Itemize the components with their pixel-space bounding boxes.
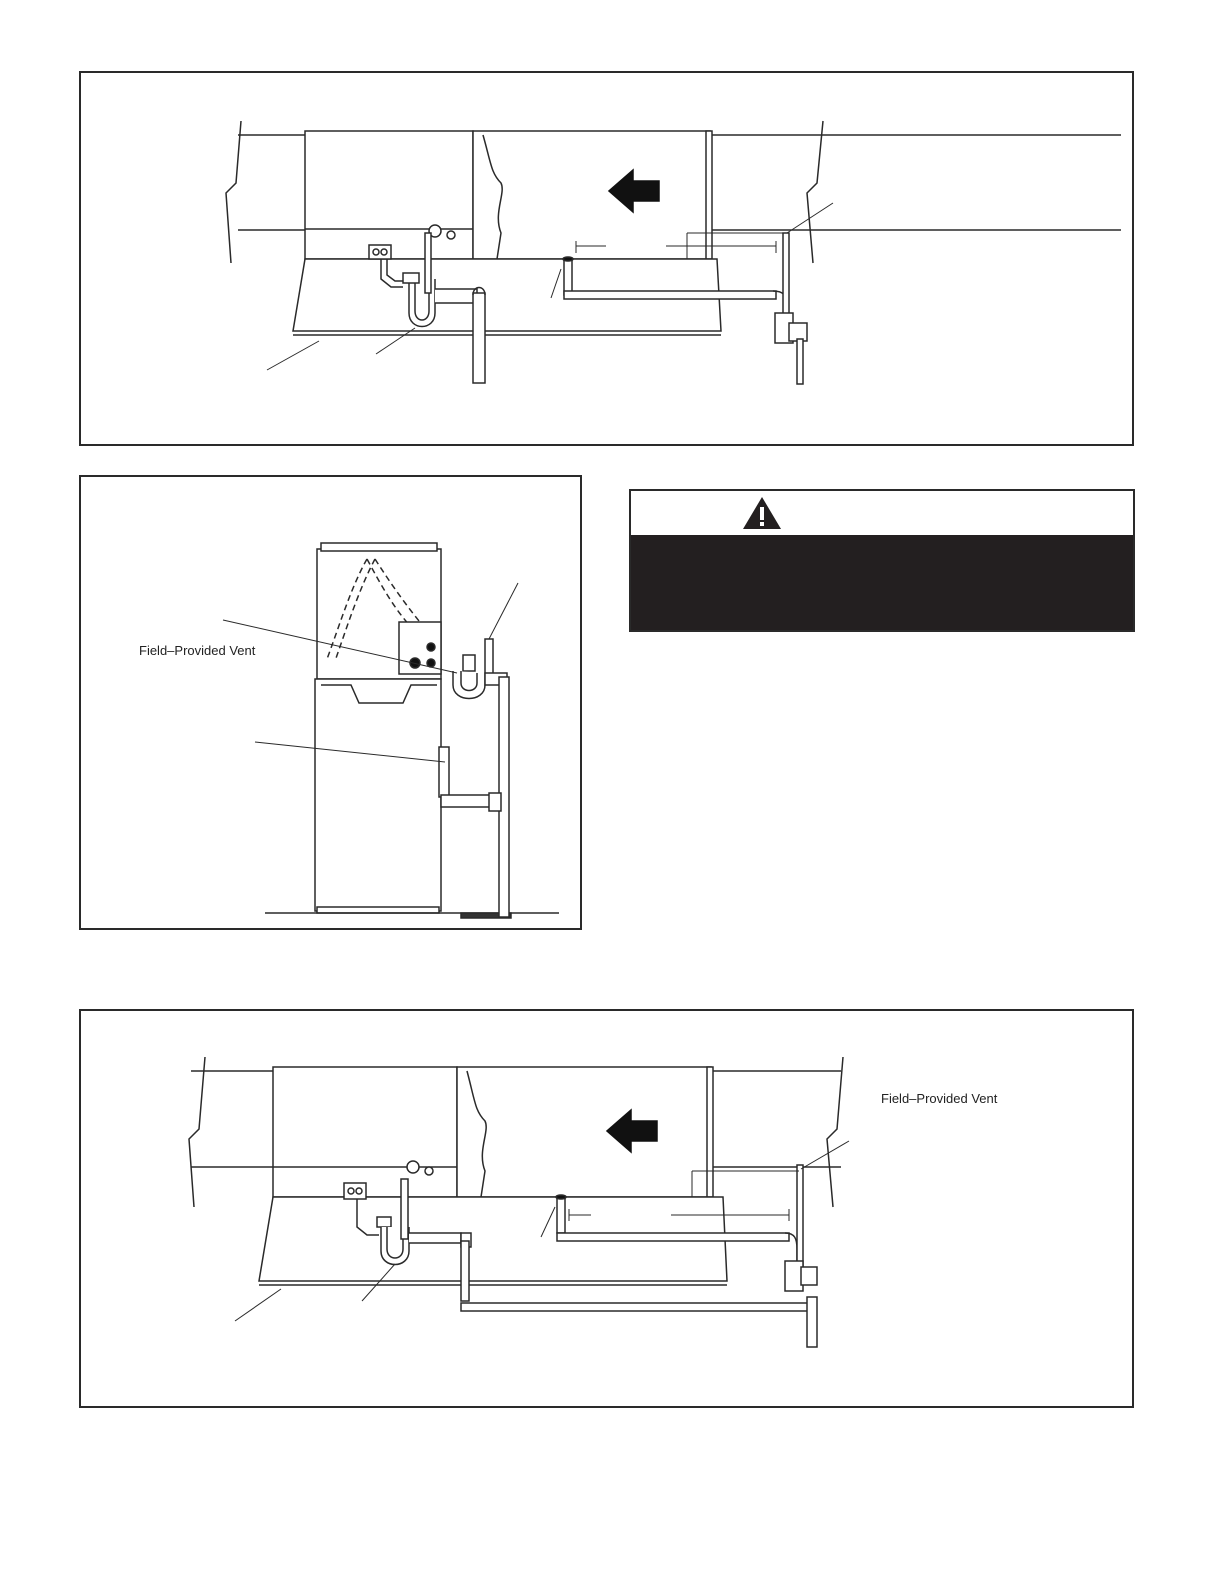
secondary-drain-down [797, 339, 803, 384]
right-break-symbol [807, 121, 823, 263]
leader-trap [376, 328, 415, 354]
warning-header [631, 491, 1133, 535]
warning-body [631, 535, 1133, 630]
primary-drain-line [461, 1241, 469, 1301]
furnace-main-section [473, 131, 710, 259]
figure-1-horizontal-drain [79, 71, 1134, 446]
field-vent-tube [797, 1165, 803, 1275]
drain-line-down [473, 293, 485, 383]
furnace-cabinet [315, 679, 441, 911]
left-break-symbol [226, 121, 241, 263]
horizontal-drain-line [461, 1303, 811, 1311]
leader-platform [267, 341, 319, 370]
warning-box [629, 489, 1135, 632]
figure-2-drawing [81, 477, 584, 932]
right-break-symbol [827, 1057, 843, 1207]
upflow-trap [453, 671, 485, 699]
furnace-blower-section [273, 1067, 457, 1197]
coil-drain-port [557, 1197, 565, 1233]
leader-platform [235, 1289, 281, 1321]
field-provided-vent-label: Field–Provided Vent [139, 643, 256, 658]
field-provided-vent-label: Field–Provided Vent [881, 1091, 998, 1106]
coil-drain-line [564, 291, 776, 299]
coil-drain-port [564, 259, 572, 295]
leader-vent [489, 583, 518, 639]
figure-2-upflow-drain [79, 475, 582, 930]
drain-down [807, 1297, 817, 1347]
left-break-symbol [189, 1057, 205, 1207]
furnace-main-section [457, 1067, 711, 1197]
coil-drain-line [557, 1233, 789, 1241]
figure-3-drawing [81, 1011, 1136, 1410]
leader-vent [801, 1141, 849, 1169]
secondary-port [439, 747, 449, 797]
upflow-vent-tube [485, 639, 493, 677]
warning-triangle-icon [741, 495, 783, 531]
trap-vent-tube [425, 233, 431, 293]
figure-1-drawing [81, 73, 1136, 448]
figure-3-horizontal-secondary-drain [79, 1009, 1134, 1408]
furnace-end-cap [706, 131, 712, 259]
furnace-blower-section [305, 131, 473, 259]
trap-vent-tube [401, 1179, 408, 1239]
